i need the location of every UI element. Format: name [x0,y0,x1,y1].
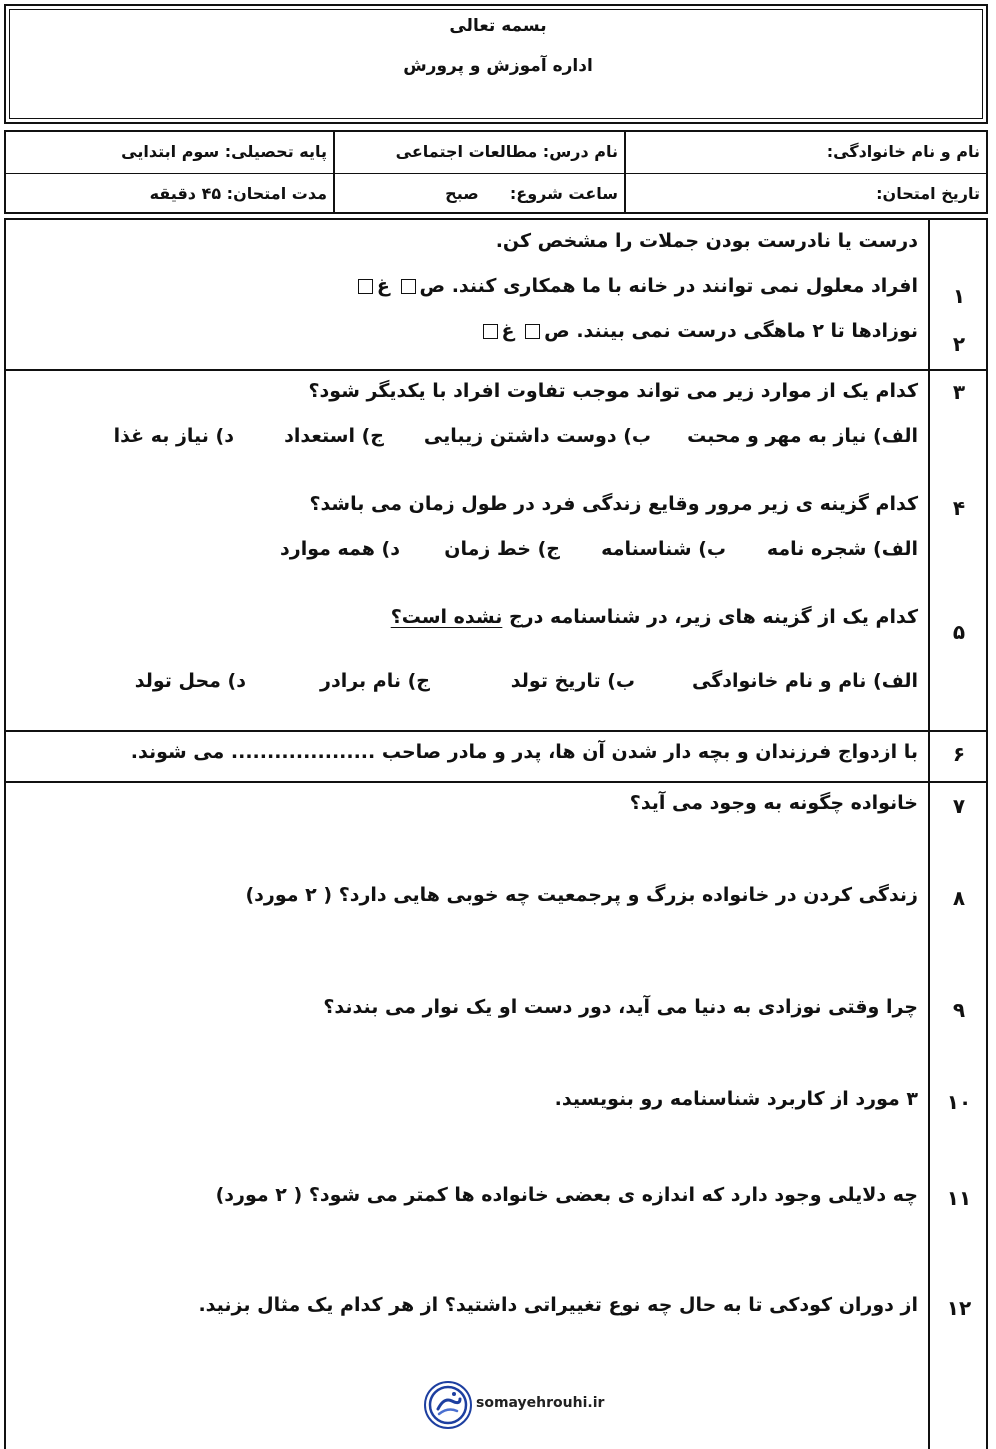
question-number: ۹ [952,998,966,1022]
false-checkbox[interactable] [358,279,373,294]
duration-field: مدت امتحان: ۴۵ دقیقه [149,184,327,203]
question-number: ۲ [952,332,966,356]
question-9-text: چرا وقتی نوزادی به دنیا می آید، دور دست او یک نوار می بندند؟ [323,996,918,1018]
header-office: اداره آموزش و پرورش [403,56,593,76]
question-number: ۶ [952,742,966,766]
question-11-text: چه دلایلی وجود دارد که اندازه ی بعضی خانواده ها کمتر می شود؟ ( ۲ مورد) [215,1184,918,1206]
q4-option-a[interactable]: الف) شجره نامه [766,538,918,560]
start-time-value: صبح [445,184,479,203]
header-basmala: بسمه تعالی [449,16,547,36]
q3-option-c[interactable]: ج) استعداد [284,425,384,447]
question-number: ۱۲ [946,1296,972,1320]
exam-date-field: تاریخ امتحان: [876,184,980,203]
question-number: ۸ [952,886,966,910]
question-8-text: زندگی کردن در خانواده بزرگ و پرجمعیت چه خوبی هایی دارد؟ ( ۲ مورد) [245,884,918,906]
truefalse-item-text: نوزادها تا ۲ ماهگی درست نمی بینند. [576,320,918,342]
q4-option-b[interactable]: ب) شناسنامه [601,538,726,560]
section-divider [4,781,988,783]
subject-field: نام درس: مطالعات اجتماعی [395,142,618,161]
truefalse-instruction: درست یا نادرست بودن جملات را مشخص کن. [495,230,918,252]
student-name-field: نام و نام خانوادگی: [826,142,980,161]
q5-option-a[interactable]: الف) نام و نام خانوادگی [691,670,918,692]
grade-field: پایه تحصیلی: سوم ابتدایی [121,142,327,161]
q3-option-b[interactable]: ب) دوست داشتن زیبایی [423,425,651,447]
question-7-text: خانواده چگونه به وجود می آید؟ [629,792,918,814]
false-checkbox[interactable] [483,324,498,339]
false-label: غ [376,275,390,297]
section-divider [4,730,988,732]
info-table [4,130,988,214]
start-time-label: ساعت شروع: [509,184,618,203]
q5-option-c[interactable]: ج) نام برادر [320,670,430,692]
truefalse-item-1 [354,275,918,297]
question-number: ۵ [952,620,966,644]
question-5-text-main: کدام یک از گزینه های زیر، در شناسنامه درج [508,606,918,628]
section-divider [4,369,988,371]
true-label: ص [419,275,446,297]
truefalse-item-text: افراد معلول نمی توانند در خانه با ما همکاری کنند. [451,275,918,297]
question-5-text [391,606,918,628]
question-number: ۱۰ [946,1090,972,1114]
site-url[interactable]: somayehrouhi.ir [476,1395,605,1411]
q4-option-c[interactable]: ج) خط زمان [444,538,560,560]
question-6-text: با ازدواج فرزندان و بچه دار شدن آن ها، پدر و مادر صاحب .................... می شوند. [130,741,918,763]
q4-option-d[interactable]: د) همه موارد [280,538,400,560]
question-12-text: از دوران کودکی تا به حال چه نوع تغییراتی داشتید؟ از هر کدام یک مثال بزنید. [198,1294,918,1316]
question-3-text: کدام یک از موارد زیر می تواند موجب تفاوت افراد با یکدیگر شود؟ [308,380,918,402]
question-number: ۱ [952,284,966,308]
q5-option-d[interactable]: د) محل تولد [134,670,246,692]
true-checkbox[interactable] [401,279,416,294]
q3-option-d[interactable]: د) نیاز به غذا [113,425,234,447]
question-5-underlined: نشده است؟ [390,606,503,628]
question-number: ۴ [952,496,966,520]
q3-option-a[interactable]: الف) نیاز به مهر و محبت [687,425,918,447]
question-4-text: کدام گزینه ی زیر مرور وقایع زندگی فرد در طول زمان می باشد؟ [309,493,918,515]
start-time-field [335,174,624,214]
question-number: ۳ [952,380,966,404]
q5-option-b[interactable]: ب) تاریخ تولد [510,670,635,692]
site-logo-icon [424,1381,472,1429]
question-number: ۷ [952,794,966,818]
questions-frame [4,218,988,1449]
question-10-text: ۳ مورد از کاربرد شناسنامه رو بنویسید. [554,1088,918,1110]
question-number: ۱۱ [946,1186,972,1210]
false-label: غ [501,320,515,342]
truefalse-item-2 [479,320,918,342]
true-checkbox[interactable] [525,324,540,339]
true-label: ص [544,320,570,342]
